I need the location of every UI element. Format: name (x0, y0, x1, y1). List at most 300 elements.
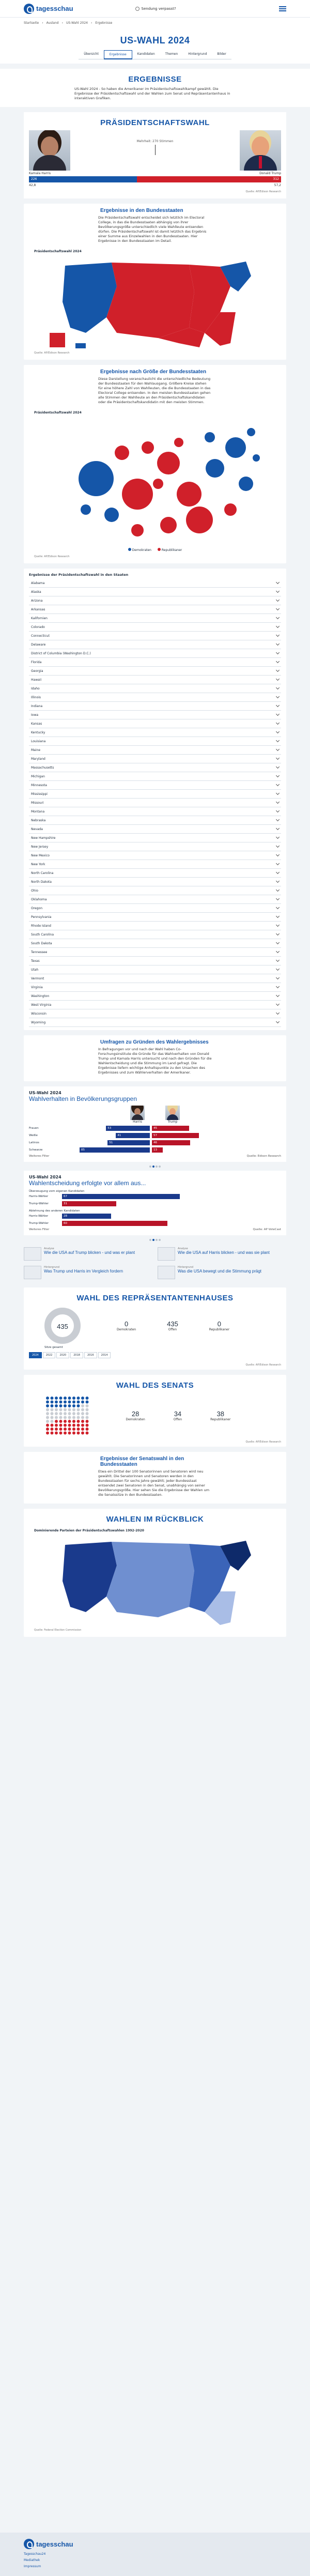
menu-icon[interactable] (279, 6, 286, 11)
state-row[interactable] (29, 983, 281, 992)
chevron-down-icon (276, 598, 280, 602)
state-row[interactable] (29, 614, 281, 623)
senate-seat (64, 1420, 67, 1423)
state-row[interactable] (29, 895, 281, 904)
state-bubble[interactable] (239, 477, 253, 491)
senate-seat (86, 1428, 89, 1431)
senate-seat (77, 1424, 80, 1427)
state-row[interactable] (29, 842, 281, 851)
state-bubble[interactable] (131, 524, 144, 536)
card1-source: Quelle: Edison Research (246, 1155, 281, 1158)
motive-rows-1 (29, 1194, 281, 1206)
state-row[interactable] (29, 869, 281, 878)
state-row[interactable] (29, 939, 281, 948)
states-accordion (24, 569, 286, 1030)
house-heading: WAHL DES REPRÄSENTANTENHAUSES (76, 1294, 234, 1302)
motive-value: 31 (64, 1202, 67, 1205)
senate-seat (72, 1420, 75, 1423)
harris-value: 51 (109, 1141, 113, 1144)
state-row[interactable] (29, 807, 281, 816)
state-row[interactable] (29, 711, 281, 719)
senate-seat (51, 1428, 54, 1431)
senate-seat (86, 1404, 89, 1407)
teaser-item[interactable] (24, 1247, 152, 1261)
tab-topics[interactable]: Themen (160, 50, 183, 59)
chevron-down-icon (276, 668, 280, 672)
teaser-item[interactable] (158, 1266, 286, 1279)
senate-seat (86, 1401, 89, 1404)
chevron-down-icon (276, 949, 280, 953)
chevron-down-icon (276, 888, 280, 892)
state-name: Louisiana (31, 739, 46, 743)
state-bubble[interactable] (177, 482, 202, 507)
state-name: North Carolina (31, 871, 54, 875)
state-row[interactable] (29, 781, 281, 790)
state-name: Iowa (31, 713, 39, 717)
motive-bar (62, 1201, 116, 1206)
senate-seat (55, 1428, 58, 1431)
results-intro: US-Wahl 2024 - So haben die Amerikaner im Präsidentschaftswahlkampf gewählt. Die Ergebnisse der Präsidentschaftswahl und der Wahlen zum Senat und Repräsentantenhaus in interaktiven Grafiken. (74, 87, 230, 100)
state-row[interactable] (29, 640, 281, 649)
trump-bar (152, 1126, 189, 1131)
state-bubble[interactable] (79, 461, 114, 496)
state-row[interactable] (29, 676, 281, 684)
footer-link[interactable]: Tagesschau24 (24, 2552, 46, 2556)
state-name: Wyoming (31, 1020, 46, 1024)
senate-seat (59, 1408, 63, 1412)
senate-seat (81, 1408, 84, 1412)
senate-seat (81, 1397, 84, 1400)
state-name: Arizona (31, 599, 43, 603)
group-label: Frauen (29, 1127, 39, 1130)
chevron-down-icon (276, 985, 280, 988)
state-bubble[interactable] (122, 479, 153, 510)
trump-value: 46 (153, 1141, 157, 1144)
state-bubble[interactable] (253, 454, 260, 462)
state-row[interactable] (29, 992, 281, 1001)
group-label: Weiße (29, 1134, 38, 1137)
state-row[interactable] (29, 737, 281, 746)
state-row[interactable] (29, 596, 281, 605)
state-row[interactable] (29, 632, 281, 640)
senate-seat (64, 1404, 67, 1407)
senate-seat (59, 1416, 63, 1419)
chevron-down-icon (276, 695, 280, 698)
state-row[interactable] (29, 922, 281, 930)
chevron-down-icon (276, 941, 280, 944)
chevron-down-icon (276, 800, 280, 804)
teaser-kicker: Hintergrund (44, 1266, 60, 1269)
senate-dem-value: 28 (131, 1410, 140, 1418)
teaser-title[interactable]: Was die USA bewegt und die Stimmung prägt (178, 1269, 262, 1274)
motive-bar (62, 1194, 180, 1199)
senate-seat (64, 1424, 67, 1427)
state-row[interactable] (29, 763, 281, 772)
bubble-section (24, 365, 286, 563)
motive-value: 28 (64, 1215, 67, 1218)
teaser-title[interactable]: Wie die USA auf Trump blicken - und was er plant (44, 1250, 135, 1255)
senate-seat (68, 1432, 71, 1435)
card1-kicker: US-Wahl 2024 (29, 1091, 61, 1095)
senate-seat (72, 1424, 75, 1427)
trump-bar (152, 1140, 190, 1145)
state-row[interactable] (29, 799, 281, 807)
harris-electors-bar (29, 176, 137, 182)
state-bubble[interactable] (81, 504, 91, 515)
senate-seat (59, 1397, 63, 1400)
logo-icon (24, 4, 34, 14)
state-bubble[interactable] (142, 441, 154, 454)
bubble-section-text: Diese Darstellung veranschaulicht die unterschiedliche Bedeutung der Bundesstaaten für den Wahlausgang. Größere Kreise stehen für eine höhere Zahl von Wahlleuten, die die Bundesstaaten in das Electoral College entsenden. In den meisten Bundesstaaten gehen alle Stimmen der Wahlleute an den Präsidentschaftskandidaten oder die Präsidentschaftskandidatin mit den meisten Stimmen. (98, 377, 211, 404)
survey-card-motive (24, 1171, 286, 1235)
bubble-section-title: Ergebnisse nach Größe der Bundesstaaten (100, 369, 207, 375)
state-bubble[interactable] (224, 503, 237, 516)
senate-seat (81, 1404, 84, 1407)
state-row[interactable] (29, 1001, 281, 1009)
carousel-dots-1[interactable] (0, 1162, 310, 1171)
state-bubble[interactable] (205, 432, 215, 442)
state-row[interactable] (29, 728, 281, 737)
state-name: Pennsylvania (31, 915, 52, 919)
year-tab[interactable]: 2016 (84, 1352, 97, 1358)
bubble-source: Quelle: AP/Edison Research (34, 555, 70, 558)
vote-shares (29, 183, 281, 187)
state-name: Washington (31, 994, 50, 998)
group-row (29, 1133, 281, 1138)
state-row[interactable] (29, 851, 281, 860)
presidential-card (24, 112, 286, 198)
state-row[interactable] (29, 693, 281, 702)
senate-seat (86, 1420, 89, 1423)
trump-value: 57 (153, 1134, 157, 1137)
state-row[interactable] (29, 825, 281, 834)
senate-seat (51, 1397, 54, 1400)
harris-portrait (29, 130, 70, 171)
teaser-item[interactable] (158, 1247, 286, 1261)
state-row[interactable] (29, 623, 281, 632)
state-row[interactable] (29, 588, 281, 596)
breadcrumb-item[interactable]: Startseite (24, 21, 39, 25)
motive-value: 60 (64, 1222, 67, 1225)
senate-seat (81, 1428, 84, 1431)
us-results-map[interactable] (34, 255, 276, 350)
senate-seat (51, 1424, 54, 1427)
state-name: South Carolina (31, 932, 54, 937)
teaser-thumb (24, 1266, 41, 1279)
state-row[interactable] (29, 834, 281, 842)
state-name: Oregon (31, 906, 43, 910)
state-name: New Jersey (31, 845, 49, 849)
state-row[interactable] (29, 860, 281, 869)
chevron-down-icon (276, 756, 280, 760)
chevron-down-icon (276, 1011, 280, 1015)
breadcrumb-item[interactable]: US-Wahl 2024 (66, 21, 88, 25)
year-tab[interactable]: 2022 (43, 1352, 56, 1358)
year-tab[interactable]: 2020 (56, 1352, 69, 1358)
senate-seat (77, 1404, 80, 1407)
source-note: Quelle: AP/Edison Research (245, 190, 281, 193)
senate-seat (64, 1428, 67, 1431)
state-name: Alabama (31, 581, 45, 585)
state-bubble[interactable] (115, 446, 129, 460)
card1-title: Wahlverhalten in Bevölkerungsgruppen (29, 1095, 137, 1102)
senate-seat (81, 1416, 84, 1419)
carousel-dots-2[interactable] (0, 1235, 310, 1244)
state-row[interactable] (29, 684, 281, 693)
card2-footer (29, 1228, 281, 1231)
senate-seat (81, 1424, 84, 1427)
chevron-down-icon (276, 791, 280, 795)
senate-seat (64, 1416, 67, 1419)
state-row[interactable] (29, 605, 281, 614)
senate-seat (86, 1416, 89, 1419)
chevron-down-icon (276, 1020, 280, 1023)
breadcrumb-item[interactable]: Ausland (46, 21, 59, 25)
group1-label: Überzeugung vom eigenen Kandidaten (29, 1190, 85, 1193)
footer-link[interactable]: Impressum (24, 2565, 41, 2568)
map-section-text: Die Präsidentschaftswahl entscheidet sich letztlich im Electoral College, in das die Bundesstaaten abhängig von ihrer Bevölkerungsgröße unterschiedlich viele Wahlleute entsenden dürfen. Die Präsidentschaftswahl ist damit letztlich das Ergebnis einer Summe aus Einzelwahlen in den Bundesstaaten. Hier Ergebnisse in den Bundesstaaten im Detail. (98, 216, 207, 243)
senate-seat (46, 1432, 49, 1435)
state-name: New Hampshire (31, 836, 56, 840)
live-link[interactable] (135, 7, 176, 11)
senate-seat (72, 1404, 75, 1407)
state-name: Montana (31, 809, 45, 814)
top-bar (0, 0, 310, 18)
chevron-down-icon (276, 660, 280, 663)
senate-seat (81, 1420, 84, 1423)
map-central-region (106, 263, 194, 338)
state-name: District of Columbia (Washington D.C.) (31, 651, 91, 655)
senate-seat (55, 1412, 58, 1415)
trump-portrait (240, 130, 281, 171)
senate-heading: WAHL DES SENATS (116, 1381, 194, 1390)
motive-label: Harris-Wähler (29, 1215, 49, 1218)
year-tab[interactable]: 2014 (98, 1352, 111, 1358)
results-heading: ERGEBNISSE (128, 75, 182, 84)
senate-seat (86, 1432, 89, 1435)
state-row[interactable] (29, 965, 281, 974)
brand-logo[interactable] (24, 4, 73, 14)
house-open-value: 435 (167, 1320, 178, 1328)
card1-footer (29, 1155, 281, 1158)
chevron-down-icon (276, 580, 280, 584)
tab-results[interactable]: Ergebnisse (104, 50, 132, 59)
trump-electors-bar (137, 176, 281, 182)
history-central-region (106, 1542, 194, 1617)
senate-seat (64, 1432, 67, 1435)
map-source: Quelle: AP/Edison Research (34, 351, 70, 355)
year-tab[interactable]: 2018 (70, 1352, 83, 1358)
trump-thumb (165, 1106, 180, 1120)
senate-seat (86, 1397, 89, 1400)
state-row[interactable] (29, 878, 281, 886)
state-name: Nebraska (31, 818, 46, 822)
senate-seat (77, 1408, 80, 1412)
state-row[interactable] (29, 579, 281, 588)
state-row[interactable] (29, 755, 281, 763)
trump-value: 45 (153, 1127, 157, 1130)
senate-seat (51, 1432, 54, 1435)
state-row[interactable] (29, 667, 281, 676)
harris-thumb (130, 1106, 145, 1120)
motive-value: 67 (64, 1195, 67, 1198)
breadcrumb-item: Ergebnisse (95, 21, 113, 25)
state-bubble[interactable] (153, 479, 163, 489)
footer-link[interactable]: Mediathek (24, 2558, 40, 2562)
state-row[interactable] (29, 957, 281, 965)
state-row[interactable] (29, 930, 281, 939)
chevron-down-icon (276, 703, 280, 707)
tab-overview[interactable]: Übersicht (79, 50, 104, 59)
state-row[interactable] (29, 816, 281, 825)
group-label: Latinos (29, 1141, 39, 1144)
state-row[interactable] (29, 649, 281, 658)
group-rows (29, 1126, 281, 1153)
senate-seat (51, 1404, 54, 1407)
chevron-down-icon (276, 967, 280, 971)
senate-states-title: Ergebnisse der Senatswahl in den Bundesstaaten (100, 1456, 184, 1467)
senate-seat (55, 1401, 58, 1404)
senate-seat (51, 1401, 54, 1404)
bubble-chart[interactable] (34, 417, 276, 546)
chevron-down-icon (276, 923, 280, 927)
state-bubble[interactable] (186, 507, 213, 533)
senate-seat (77, 1397, 80, 1400)
state-name: Missouri (31, 801, 44, 805)
chevron-down-icon (276, 976, 280, 979)
state-bubble[interactable] (225, 437, 246, 458)
state-row[interactable] (29, 790, 281, 799)
chevron-down-icon (276, 1002, 280, 1006)
senate-seat (86, 1424, 89, 1427)
state-row[interactable] (29, 1009, 281, 1018)
history-map[interactable] (34, 1535, 276, 1628)
motive-label: Trump-Wähler (29, 1202, 49, 1205)
senate-seat (72, 1401, 75, 1404)
chevron-down-icon (276, 633, 280, 637)
teaser-title[interactable]: Was Trump und Harris im Vergleich fordern (44, 1269, 123, 1274)
state-name: Wisconsin (31, 1011, 47, 1016)
senate-seat (46, 1416, 49, 1419)
state-bubble[interactable] (157, 452, 180, 474)
chevron-down-icon (276, 879, 280, 883)
senate-seat (77, 1432, 80, 1435)
senate-stats (91, 1405, 266, 1427)
chevron-down-icon (276, 686, 280, 689)
state-name: Oklahoma (31, 897, 47, 901)
harris-value: 41 (117, 1134, 121, 1137)
state-row[interactable] (29, 702, 281, 711)
legend-rep: Republikaner (161, 548, 182, 552)
state-bubble[interactable] (160, 517, 177, 533)
senate-seat (46, 1420, 49, 1423)
majority-label: Mehrheit: 270 Stimmen (136, 140, 174, 143)
chevron-down-icon (276, 809, 280, 812)
senate-seat (77, 1412, 80, 1415)
footer-logo[interactable] (24, 2539, 73, 2549)
senate-seat (46, 1404, 49, 1407)
card2-filter[interactable]: Weiteres Filter (29, 1228, 50, 1231)
tab-images[interactable]: Bilder (212, 50, 231, 59)
senate-seat (55, 1397, 58, 1400)
motive-label: Trump-Wähler (29, 1222, 49, 1225)
col-trump: Trump (167, 1120, 178, 1124)
dem-legend-dot (128, 548, 131, 551)
senate-seat (72, 1408, 75, 1412)
bubble-svg (34, 417, 276, 546)
state-name: Vermont (31, 976, 44, 980)
senate-seat (68, 1408, 71, 1412)
state-name: New York (31, 862, 45, 866)
chevron-down-icon (276, 589, 280, 593)
tab-candidates[interactable]: Kandidaten (132, 50, 160, 59)
history-map-svg (34, 1535, 276, 1628)
state-row[interactable] (29, 886, 281, 895)
chevron-down-icon (276, 783, 280, 786)
state-row[interactable] (29, 904, 281, 913)
state-row[interactable] (29, 719, 281, 728)
tab-background[interactable]: Hintergrund (183, 50, 212, 59)
chevron-down-icon (276, 730, 280, 733)
chevron-down-icon (276, 765, 280, 769)
state-bubble[interactable] (247, 428, 255, 436)
senate-seat (59, 1420, 63, 1423)
teaser-title[interactable]: Wie die USA auf Harris blicken - und was sie plant (178, 1250, 270, 1255)
harris-bar (80, 1147, 150, 1153)
state-name: West Virginia (31, 1003, 52, 1007)
electoral-bar (29, 176, 281, 182)
state-row[interactable] (29, 974, 281, 983)
history-west-region (63, 1542, 117, 1612)
state-row[interactable] (29, 772, 281, 781)
state-name: Ohio (31, 888, 38, 893)
chevron-down-icon (276, 870, 280, 874)
harris-bar (107, 1140, 150, 1145)
senate-seat (59, 1412, 63, 1415)
teaser-item[interactable] (24, 1266, 152, 1279)
house-section (24, 1287, 286, 1370)
state-bubble[interactable] (206, 459, 224, 478)
card1-filter[interactable]: Weiteres Filter (29, 1155, 50, 1158)
survey-text: In Befragungen vor und nach der Wahl haben Co-Forschungsinstitute die Gründe für das Wahlverhalten von Donald Trump und Kamala Harris untersucht und nach den Gründen für die Wahlentscheidung und die Stimmung im Land gefragt. Die Ergebnisse liefern wichtige Anhaltspunkte zu den Ursachen des Ergebnisses und zum Wählerverhalten der Amerikaner. (98, 1047, 212, 1075)
chevron-down-icon (276, 721, 280, 725)
state-row[interactable] (29, 913, 281, 922)
senate-rep-label: Republikaner (210, 1418, 231, 1421)
senate-seat (68, 1428, 71, 1431)
chevron-down-icon (276, 818, 280, 821)
state-row[interactable] (29, 1018, 281, 1027)
survey-section (24, 1035, 286, 1081)
state-bubble[interactable] (104, 508, 119, 522)
trump-name: Donald Trump (259, 172, 281, 175)
motive-row (29, 1201, 281, 1206)
state-row[interactable] (29, 746, 281, 755)
chevron-down-icon (276, 607, 280, 610)
motive-rows-2 (29, 1214, 281, 1226)
harris-name: Kamala Harris (29, 172, 51, 175)
state-bubble[interactable] (174, 438, 183, 447)
senate-seat (81, 1432, 84, 1435)
survey-title: Umfragen zu Gründen des Wahlergebnisses (100, 1039, 209, 1045)
state-row[interactable] (29, 948, 281, 957)
motive-bar (62, 1221, 167, 1226)
year-tab[interactable]: 2024 (29, 1352, 42, 1358)
house-overview (24, 1306, 286, 1346)
state-list (29, 579, 281, 1027)
state-name: Tennessee (31, 950, 48, 954)
senate-seat (59, 1404, 63, 1407)
state-row[interactable] (29, 658, 281, 667)
